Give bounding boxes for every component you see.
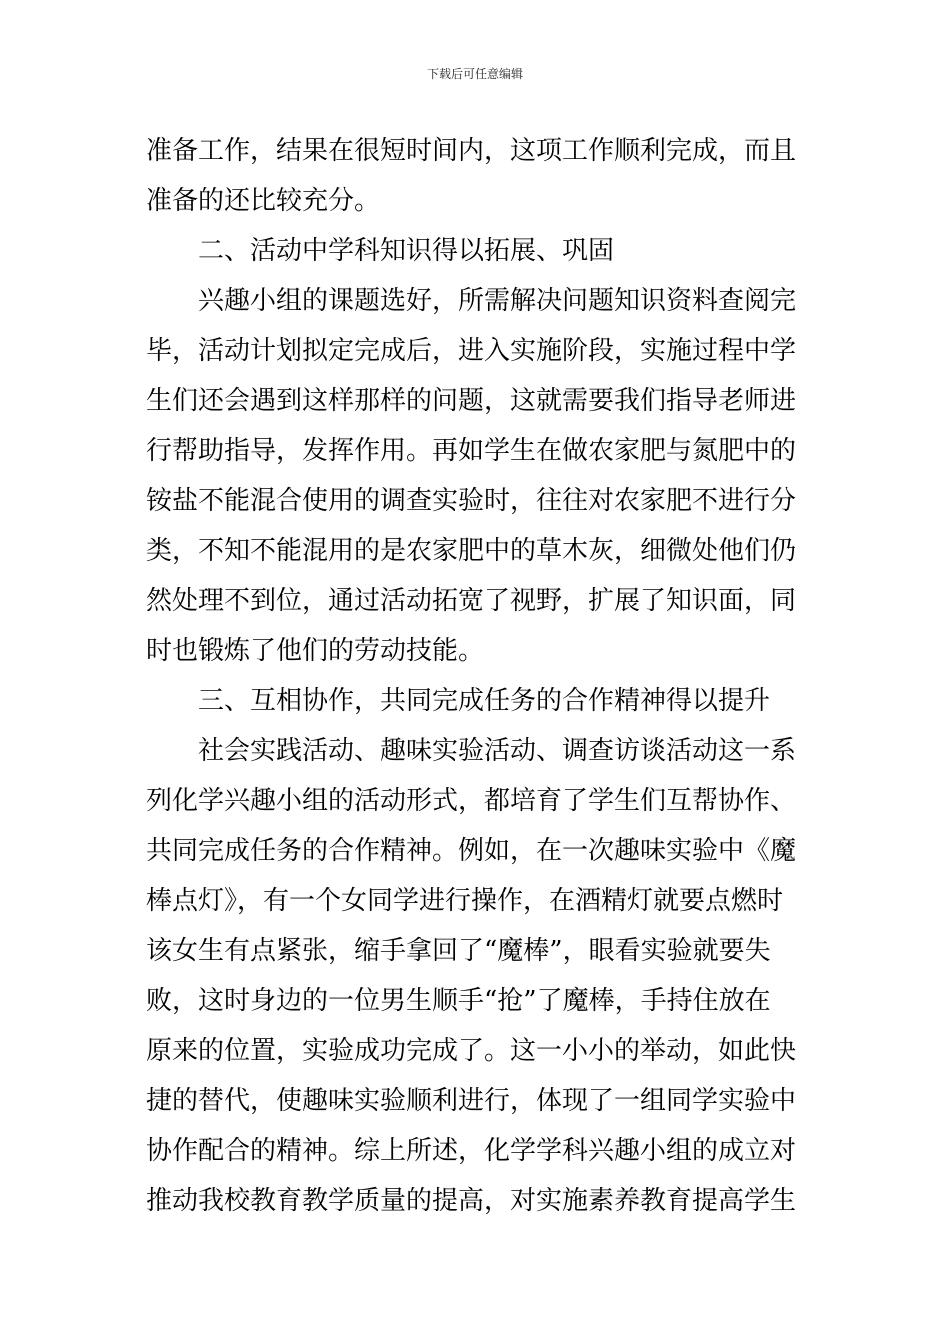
paragraph-start: 兴趣小组的课题选好，所需解决问题知识资料查阅完 xyxy=(198,286,797,316)
section-heading-3: 三、互相协作，共同完成任务的合作精神得以提升 xyxy=(198,686,771,716)
body-line: 然处理不到位，通过活动拓宽了视野，扩展了知识面，同 xyxy=(146,586,797,616)
body-line: 败，这时身边的一位男生顺手“抢”了魔棒，手持住放在 xyxy=(146,986,771,1016)
body-line: 时也锻炼了他们的劳动技能。 xyxy=(146,636,485,666)
body-line: 准备工作，结果在很短时间内，这项工作顺利完成，而且 xyxy=(146,136,797,166)
page-header: 下载后可任意编辑 xyxy=(426,67,523,81)
body-line: 类，不知不能混用的是农家肥中的草木灰，细微处他们仍 xyxy=(146,536,797,566)
body-line: 毕，活动计划拟定完成后，进入实施阶段，实施过程中学 xyxy=(146,336,797,366)
body-line: 原来的位置，实验成功完成了。这一小小的举动，如此快 xyxy=(146,1036,797,1066)
body-line: 共同完成任务的合作精神。例如，在一次趣味实验中《魔 xyxy=(146,836,797,866)
body-line: 铵盐不能混合使用的调查实验时，往往对农家肥不进行分 xyxy=(146,486,797,516)
body-line: 捷的替代，使趣味实验顺利进行，体现了一组同学实验中 xyxy=(146,1086,797,1116)
body-line: 该女生有点紧张，缩手拿回了“魔棒”，眼看实验就要失 xyxy=(146,936,771,966)
body-line: 推动我校教育教学质量的提高，对实施素养教育提高学生 xyxy=(146,1186,797,1216)
body-line: 棒点灯》，有一个女同学进行操作，在酒精灯就要点燃时 xyxy=(146,886,784,916)
section-heading-2: 二、活动中学科知识得以拓展、巩固 xyxy=(198,236,615,266)
body-line: 协作配合的精神。综上所述，化学学科兴趣小组的成立对 xyxy=(146,1136,797,1166)
body-line: 生们还会遇到这样那样的问题，这就需要我们指导老师进 xyxy=(146,386,797,416)
body-line: 行帮助指导，发挥作用。再如学生在做农家肥与氮肥中的 xyxy=(146,436,797,466)
body-line: 列化学兴趣小组的活动形式，都培育了学生们互帮协作、 xyxy=(146,786,797,816)
body-line: 准备的还比较充分。 xyxy=(146,186,381,216)
paragraph-start: 社会实践活动、趣味实验活动、调查访谈活动这一系 xyxy=(198,736,797,766)
